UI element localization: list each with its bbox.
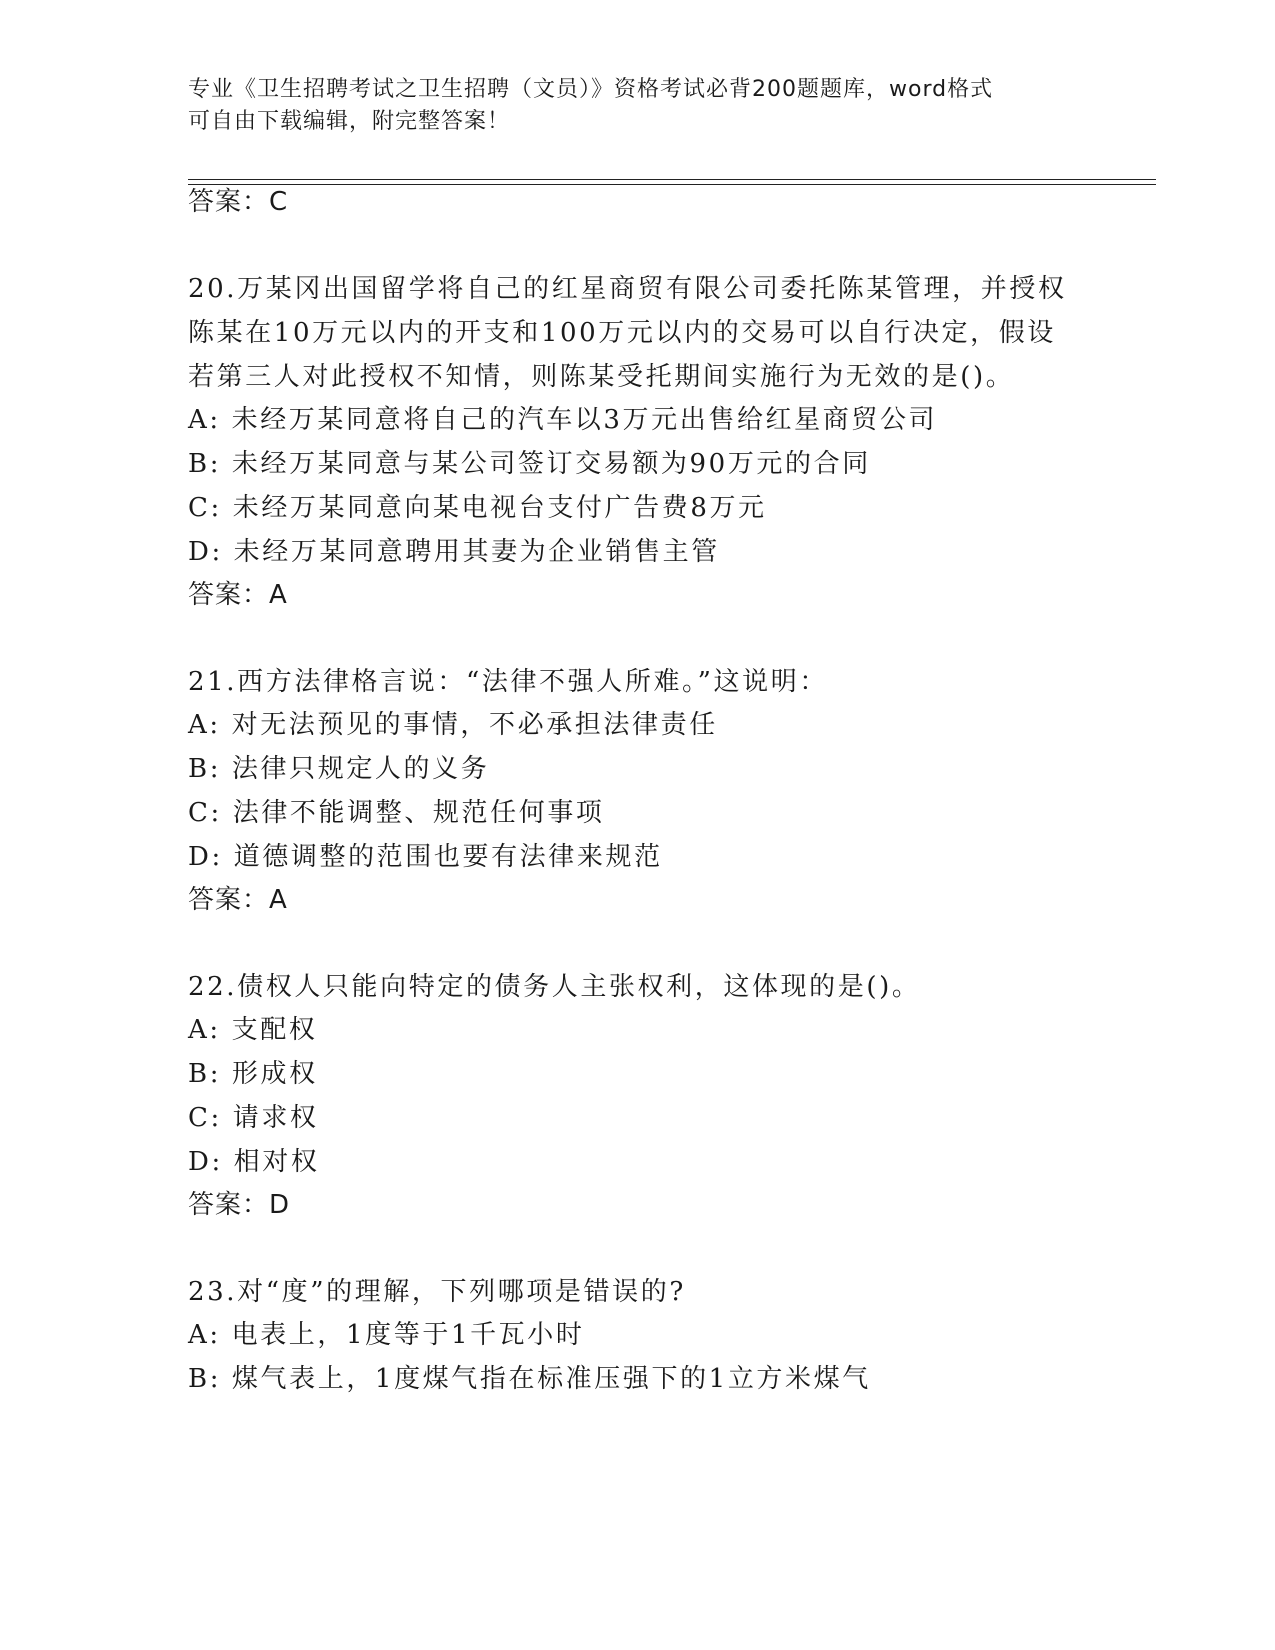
question-22-stem-line-1: 22.债权人只能向特定的债务人主张权利，这体现的是()。 xyxy=(188,972,921,1002)
question-21-stem-line-1: 21.西方法律格言说：“法律不强人所难。”这说明： xyxy=(188,667,828,697)
question-21-option-b: B: 法律只规定人的义务 xyxy=(188,754,490,784)
question-20-option-d: D: 未经万某同意聘用其妻为企业销售主管 xyxy=(188,537,720,567)
question-22-answer: 答案：D xyxy=(188,1190,291,1220)
question-20-stem-line-2: 陈某在10万元以内的开支和100万元以内的交易可以自行决定，假设 xyxy=(188,318,1056,348)
question-20-option-c: C: 未经万某同意向某电视台支付广告费8万元 xyxy=(188,493,767,523)
document-header xyxy=(188,74,1088,138)
header-divider-bottom xyxy=(188,184,1156,185)
question-21-option-a: A: 对无法预见的事情，不必承担法律责任 xyxy=(188,710,718,740)
question-20-answer: 答案：A xyxy=(188,580,288,610)
question-20-option-b: B: 未经万某同意与某公司签订交易额为90万元的合同 xyxy=(188,449,871,479)
question-22-option-c: C: 请求权 xyxy=(188,1103,319,1133)
question-23-stem-line-1: 23.对“度”的理解，下列哪项是错误的? xyxy=(188,1277,686,1307)
question-21-option-c: C: 法律不能调整、规范任何事项 xyxy=(188,798,605,828)
question-21-option-d: D: 道德调整的范围也要有法律来规范 xyxy=(188,842,663,872)
question-22-option-d: D: 相对权 xyxy=(188,1147,320,1177)
question-20-stem-line-3: 若第三人对此授权不知情，则陈某受托期间实施行为无效的是()。 xyxy=(188,362,1015,392)
header-title-line-2: 可自由下载编辑，附完整答案！ xyxy=(188,109,511,134)
question-20-stem-line-1: 20.万某冈出国留学将自己的红星商贸有限公司委托陈某管理，并授权 xyxy=(188,274,1067,304)
question-23-option-a: A: 电表上，1度等于1千瓦小时 xyxy=(188,1320,585,1350)
header-divider-top xyxy=(188,179,1156,180)
question-20-option-a: A: 未经万某同意将自己的汽车以3万元出售给红星商贸公司 xyxy=(188,405,938,435)
question-23-option-b: B: 煤气表上，1度煤气指在标准压强下的1立方米煤气 xyxy=(188,1364,871,1394)
previous-answer: 答案：C xyxy=(188,187,289,217)
question-22-option-b: B: 形成权 xyxy=(188,1059,318,1089)
question-21-answer: 答案：A xyxy=(188,885,288,915)
question-22-option-a: A: 支配权 xyxy=(188,1015,318,1045)
header-title-line-1: 专业《卫生招聘考试之卫生招聘（文员）》资格考试必背200题题库，word格式 xyxy=(188,77,994,102)
